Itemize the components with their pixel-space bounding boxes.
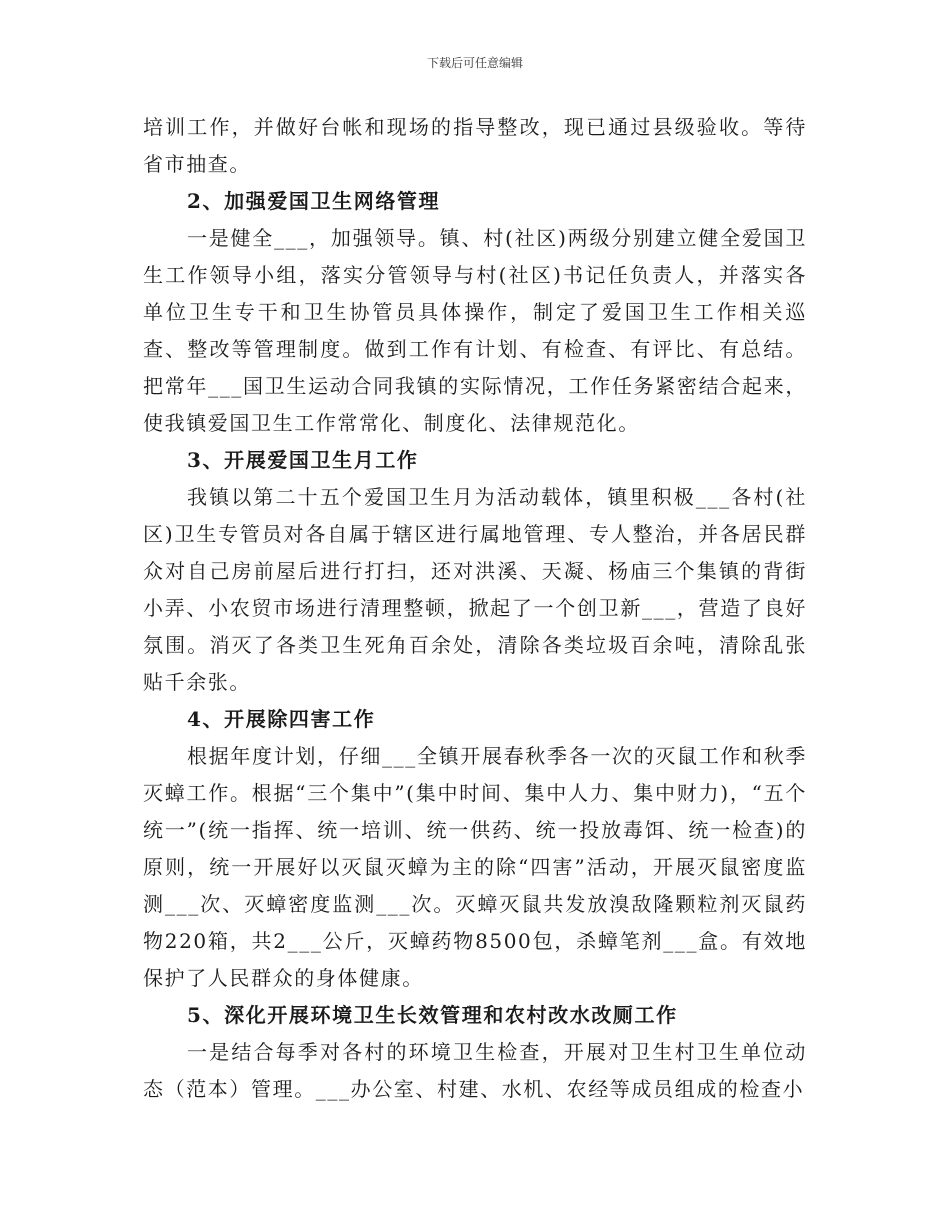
page-header-note: 下载后可任意编辑 bbox=[426, 56, 523, 70]
section-heading-3: 3、开展爱国卫生月工作 bbox=[187, 448, 419, 472]
section-heading-2: 2、加强爱国卫生网络管理 bbox=[187, 189, 441, 213]
paragraph-four-pests: 根据年度计划，仔细___全镇开展春秋季各一次的灭鼠工作和秋季灭蟑工作。根据“三个集中”(集中时间、集中人力、集中财力)，“五个统一”(统一指挥、统一培训、统一供药、统一投放毒饵、统一检查)的原则，统一开展好以灭鼠灭蟑为主的除“四害”活动，开展灭鼠密度监测___次、灭蟑密度监测___次。灭蟑灭鼠共发放溴敌隆颗粒剂灭鼠药物220箱，共2___公斤，灭蟑药物8500包，杀蟑笔剂___盒。有效地保护了人民群众的身体健康。 bbox=[143, 744, 807, 990]
section-heading-5: 5、深化开展环境卫生长效管理和农村改水改厕工作 bbox=[187, 1003, 678, 1027]
paragraph-environment-management: 一是结合每季对各村的环境卫生检查，开展对卫生村卫生单位动态（范本）管理。___办公室、村建、水机、农经等成员组成的检查小 bbox=[143, 1040, 807, 1101]
paragraph-network-management: 一是健全___，加强领导。镇、村(社区)两级分别建立健全爱国卫生工作领导小组，落实分管领导与村(社区)书记任负责人，并落实各单位卫生专干和卫生协管员具体操作，制定了爱国卫生工作相关巡查、整改等管理制度。做到工作有计划、有检查、有评比、有总结。把常年___国卫生运动合同我镇的实际情况，工作任务紧密结合起来，使我镇爱国卫生工作常常化、制度化、法律规范化。 bbox=[143, 226, 807, 435]
paragraph-training-continued: 培训工作，并做好台帐和现场的指导整改，现已通过县级验收。等待省市抽查。 bbox=[143, 115, 807, 176]
section-heading-4: 4、开展除四害工作 bbox=[187, 707, 376, 731]
document-body bbox=[143, 109, 807, 1108]
paragraph-health-month: 我镇以第二十五个爱国卫生月为活动载体，镇里积极___各村(社区)卫生专管员对各自属于辖区进行属地管理、专人整治，并各居民群众对自己房前屋后进行打扫，还对洪溪、天凝、杨庙三个集镇的背街小弄、小农贸市场进行清理整顿，掀起了一个创卫新___，营造了良好氛围。消灭了各类卫生死角百余处，清除各类垃圾百余吨，清除乱张贴千余张。 bbox=[143, 485, 807, 694]
